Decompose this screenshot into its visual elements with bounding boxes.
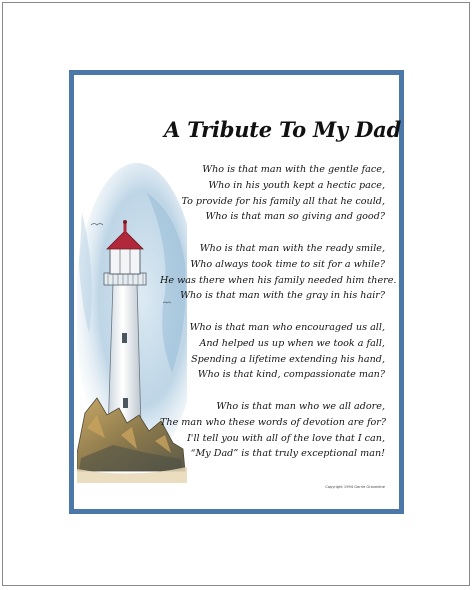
poem-line: Who is that man who encouraged us all,	[189, 321, 385, 333]
stanza	[160, 162, 385, 225]
framed-print	[69, 70, 404, 514]
stanza	[160, 241, 397, 304]
tower-window	[123, 398, 128, 408]
roof-finial	[124, 223, 127, 232]
copyright-notice: Copyright 1994 Gorrie Gravedine	[325, 485, 385, 489]
poem-line: “My Dad” is that truly exceptional man!	[190, 448, 385, 460]
page-title: A Tribute To My Dad	[164, 117, 402, 142]
poem-line: Who is that man who we all adore,	[216, 400, 385, 412]
poem-line: Who in his youth kept a hectic pace,	[208, 179, 385, 191]
lighthouse-gallery	[104, 273, 146, 285]
poem-line: He was there when his family needed him there.	[160, 274, 397, 286]
poem-line: I'll tell you with all of the love that I can,	[187, 432, 385, 444]
stanza	[160, 399, 385, 462]
poem-line: Who is that kind, compassionate man?	[197, 369, 385, 381]
poem-line: The man who these words of devotion are for?	[160, 416, 387, 428]
poem	[160, 162, 397, 478]
poem-line: Who is that man with the ready smile,	[199, 242, 385, 254]
poem-line: Spending a lifetime extending his hand,	[191, 353, 385, 365]
lantern-room	[110, 248, 140, 274]
poem-line: Who is that man so giving and good?	[205, 211, 385, 223]
tower-window	[122, 333, 127, 343]
poem-line: To provide for his family all that he could,	[181, 195, 385, 207]
stanza	[160, 320, 385, 383]
poem-line: Who always took time to sit for a while?	[190, 258, 385, 270]
poem-line: Who is that man with the gentle face,	[202, 164, 385, 175]
poem-line: Who is that man with the gray in his hair?	[180, 290, 385, 302]
poem-line: And helped us up when we took a fall,	[199, 337, 385, 349]
